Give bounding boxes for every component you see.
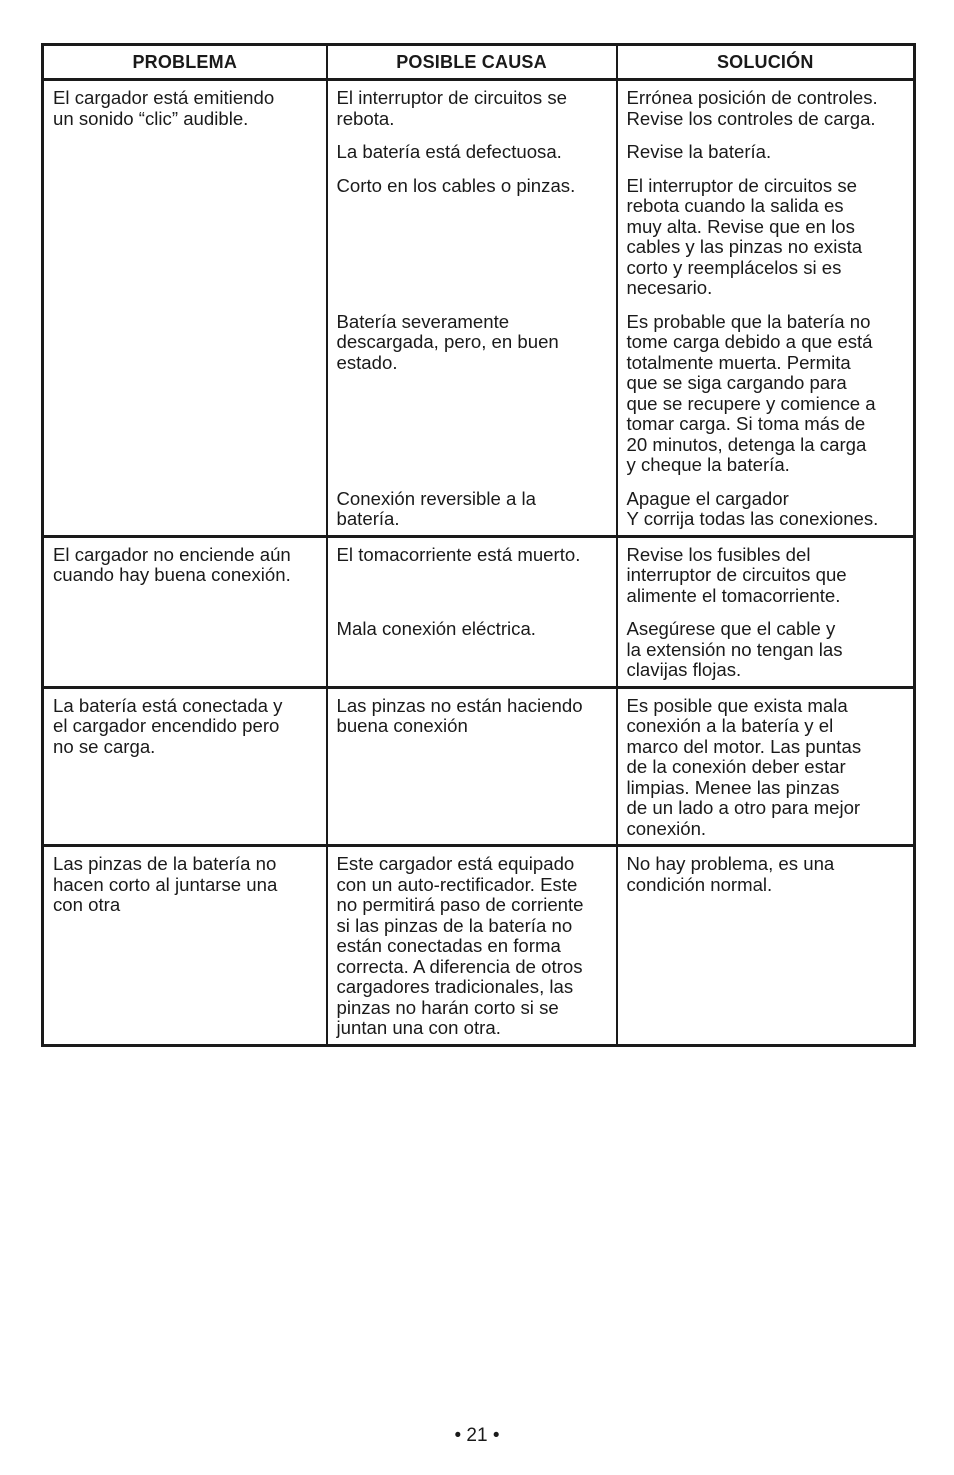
solution-text-line: limpias. Menee las pinzas: [626, 776, 840, 798]
troubleshooting-table: [41, 43, 916, 1047]
solution-text-line: tome carga debido a que está: [626, 331, 873, 352]
cause-text-line: correcta. A diferencia de otros: [336, 955, 583, 977]
problem-cell: [43, 687, 327, 846]
problem-text-line: no se carga.: [53, 735, 156, 757]
solution-cell: [617, 80, 915, 143]
solution-text-line: cables y las pinzas no exista: [626, 236, 863, 257]
solution-cell: [617, 536, 915, 619]
solution-text-line: tomar carga. Si toma más de: [626, 413, 866, 434]
header-posible-causa: POSIBLE CAUSA: [327, 45, 617, 80]
cause-cell: [327, 619, 617, 687]
solution-cell: [617, 176, 915, 312]
cause-text-line: La batería está defectuosa.: [336, 141, 562, 162]
solution-text-line: Asegúrese que el cable y: [626, 618, 836, 639]
problem-text-line: hacen corto al juntarse una: [53, 873, 278, 895]
problem-text-line: Las pinzas de la batería no: [53, 853, 277, 874]
problem-cell: [43, 80, 327, 537]
cause-text-line: si las pinzas de la batería no: [336, 914, 573, 936]
solution-text-line: y cheque la batería.: [626, 454, 790, 475]
problem-text-line: con otra: [53, 894, 121, 915]
solution-text-line: Y corrija todas las conexiones.: [626, 508, 879, 529]
solution-text-line: que se recupere y comience a: [626, 392, 876, 414]
table-row: [43, 80, 915, 143]
solution-cell: [617, 489, 915, 537]
problem-text-line: El cargador no enciende aún: [53, 543, 291, 565]
solution-cell: [617, 312, 915, 489]
solution-text-line: necesario.: [626, 277, 713, 298]
solution-cell: [617, 619, 915, 687]
cause-cell: [327, 846, 617, 1046]
cause-text-line: cargadores tradicionales, las: [336, 976, 574, 997]
cause-cell: [327, 142, 617, 176]
solution-text-line: la extensión no tengan las: [626, 638, 843, 660]
cause-text-line: rebota.: [336, 107, 395, 129]
solution-text-line: clavijas flojas.: [626, 659, 742, 680]
solution-text-line: marco del motor. Las puntas: [626, 735, 862, 757]
cause-text-line: pinzas no harán corto si se: [336, 996, 559, 1018]
table-body: [43, 80, 915, 1046]
solution-text-line: de la conexión deber estar: [626, 756, 846, 777]
table-row: [43, 536, 915, 619]
solution-text-line: Errónea posición de controles.: [626, 87, 878, 108]
table-row: [43, 687, 915, 846]
solution-cell: [617, 687, 915, 846]
cause-text-line: Conexión reversible a la: [336, 487, 536, 509]
cause-cell: [327, 687, 617, 846]
cause-text-line: están conectadas en forma: [336, 935, 561, 956]
cause-cell: [327, 312, 617, 489]
cause-text-line: Este cargador está equipado: [336, 853, 575, 874]
cause-text-line: batería.: [336, 508, 400, 529]
solution-text-line: condición normal.: [626, 873, 773, 895]
solution-text-line: rebota cuando la salida es: [626, 195, 844, 216]
cause-text-line: Mala conexión eléctrica.: [336, 618, 536, 639]
cause-text-line: Las pinzas no están haciendo: [336, 694, 583, 716]
cause-text-line: El interruptor de circuitos se: [336, 87, 567, 108]
page-number: • 21 •: [454, 1425, 500, 1446]
cause-text-line: no permitirá paso de corriente: [336, 894, 584, 915]
problem-text-line: cuando hay buena conexión.: [53, 564, 291, 585]
solution-text-line: No hay problema, es una: [626, 853, 835, 874]
cause-cell: [327, 80, 617, 143]
problem-text-line: un sonido “clic” audible.: [53, 107, 249, 129]
cause-text-line: Corto en los cables o pinzas.: [336, 174, 576, 196]
solution-text-line: alimente el tomacorriente.: [626, 584, 841, 606]
cause-cell: [327, 536, 617, 619]
solution-text-line: 20 minutos, detenga la carga: [626, 433, 867, 455]
cause-cell: [327, 176, 617, 312]
solution-text-line: totalmente muerta. Permita: [626, 351, 851, 373]
solution-text-line: Es posible que exista mala: [626, 694, 848, 716]
solution-text-line: Es probable que la batería no: [626, 310, 871, 332]
problem-cell: [43, 536, 327, 687]
header-solucion: SOLUCIÓN: [617, 45, 915, 80]
solution-text-line: conexión a la batería y el: [626, 715, 834, 736]
solution-text-line: Apague el cargador: [626, 487, 789, 509]
cause-text-line: estado.: [336, 351, 398, 373]
problem-text-line: El cargador está emitiendo: [53, 87, 275, 108]
solution-text-line: Revise los fusibles del: [626, 543, 811, 565]
solution-text-line: muy alta. Revise que en los: [626, 215, 855, 237]
header-problema: PROBLEMA: [43, 45, 327, 80]
solution-text-line: Revise los controles de carga.: [626, 107, 876, 129]
cause-text-line: con un auto-rectificador. Este: [336, 873, 578, 895]
problem-text-line: el cargador encendido pero: [53, 715, 280, 736]
cause-text-line: buena conexión: [336, 715, 468, 736]
solution-cell: [617, 846, 915, 1046]
cause-text-line: descargada, pero, en buen: [336, 331, 559, 352]
solution-text-line: de un lado a otro para mejor: [626, 797, 861, 818]
solution-text-line: corto y reemplácelos si es: [626, 256, 842, 278]
solution-text-line: interruptor de circuitos que: [626, 564, 847, 585]
problem-cell: [43, 846, 327, 1046]
table-row: [43, 846, 915, 1046]
cause-cell: [327, 489, 617, 537]
problem-text-line: La batería está conectada y: [53, 694, 283, 716]
solution-text-line: Revise la batería.: [626, 141, 772, 162]
solution-text-line: que se siga cargando para: [626, 372, 847, 393]
cause-text-line: juntan una con otra.: [336, 1017, 501, 1038]
cause-text-line: El tomacorriente está muerto.: [336, 543, 581, 565]
solution-text-line: El interruptor de circuitos se: [626, 174, 857, 196]
solution-text-line: conexión.: [626, 817, 707, 839]
table-header-row: [43, 45, 915, 80]
cause-text-line: Batería severamente: [336, 310, 510, 332]
solution-cell: [617, 142, 915, 176]
